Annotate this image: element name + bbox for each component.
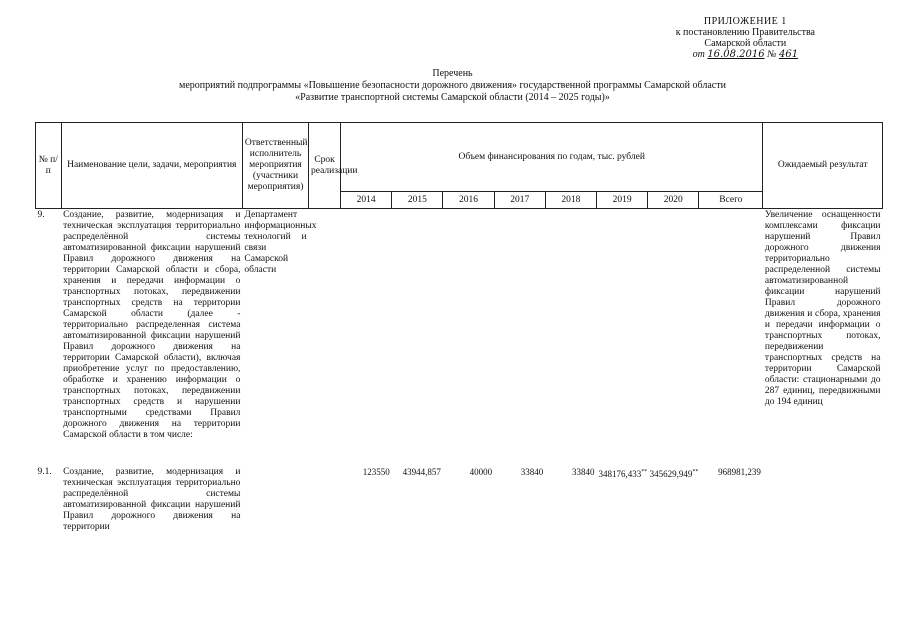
number-prefix: № [767,49,777,60]
table-row [36,466,883,534]
measures-table [35,122,883,534]
header-year-2020: 2020 [648,192,699,209]
row-value-empty [648,209,699,443]
value-2017 [494,466,545,534]
appendix-line3: Самарской области [704,38,787,49]
value-text: 345629,949 [649,469,693,479]
appendix-title: ПРИЛОЖЕНИЕ 1 [703,16,787,27]
header-year-2014: 2014 [341,192,392,209]
heading-program: «Развитие транспортной системы Самарской области (2014 – 2025 годы)» [295,92,610,103]
header-no: № п/п [36,123,62,209]
header-year-2016: 2016 [443,192,494,209]
date-prefix: от [692,49,705,60]
value-text: 348176,433 [598,469,642,479]
header-result: Ожидаемый результат [763,123,883,209]
row-value-empty [494,209,545,443]
value-text: 43944,857 [402,467,441,477]
value-text: 123550 [362,467,390,477]
row-result: Увеличение оснащенности комплексами фиксации нарушений Правил дорожного движения территориально распределенной системы автоматизированной фиксации нарушений Правил дорожного движения и сбора, хранения и передачи информации о транспортных потоках, передвижении транспортных средств на территории Самарской области: стационарными до 287 единиц, передвижными до 194 единиц [764,210,881,407]
value-2015 [392,466,443,534]
value-text: 968981,239 [718,467,761,477]
header-year-2017: 2017 [494,192,545,209]
value-total [699,466,763,534]
row-value-empty [443,209,494,443]
value-2016 [443,466,494,534]
number-value: 461 [779,49,799,60]
row-term [309,466,341,534]
row-value-empty [596,209,647,443]
appendix-block [676,16,815,60]
header-term: Срок реализации [309,123,341,209]
value-2018 [545,466,596,534]
row-value-empty [699,209,763,443]
value-text: 40000 [469,467,493,477]
table-row-spacer [36,442,883,466]
row-number: 9.1. [37,467,52,477]
appendix-line2: к постановлению Правительства [675,27,815,38]
document-heading [0,68,905,104]
heading-subtitle: мероприятий подпрограммы «Повышение безопасности дорожного движения» государственной программы Самарской области [179,80,726,91]
appendix-date-line [676,49,815,60]
row-responsible [242,466,308,534]
value-2019 [596,466,647,534]
header-financing: Объем финансирования по годам, тыс. рублей [341,123,763,192]
value-text: 33840 [520,467,544,477]
spacer-cell [36,442,883,466]
row-name: Создание, развитие, модернизация и техническая эксплуатация территориально распределённой системы автоматизированной фиксации нарушений Правил дорожного движения на территории [63,467,241,532]
value-2020 [648,466,699,534]
header-responsible: Ответственный исполнитель мероприятия (участники мероприятия) [242,123,308,209]
row-name: Создание, развитие, модернизация и техническая эксплуатация территориально распределённой системы автоматизированной фиксации нарушений Правил дорожного движения на территории Самарской области и сбора, хранения и передачи информации о транспортных потоках, передвижении транспортных средств на территории Самарской области (далее - территориально распределенная система автоматизированной фиксации нарушений Правил дорожного движения на территории Самарской области), включая приобретение услуг по предоставлению, обработке и хранению информации о транспортных потоках, передвижении транспортных средств и нарушении транспортными средствами Правил дорожного движения на территории Самарской области в том числе: [63,210,241,440]
header-name: Наименование цели, задачи, мероприятия [61,123,242,209]
row-value-empty [392,209,443,443]
row-responsible: Департамент информационных технологий и связи Самарской области [244,210,317,275]
heading-title: Перечень [432,68,473,79]
value-2014 [341,466,392,534]
footnote-mark: ** [692,469,699,475]
header-total: Всего [699,192,763,209]
header-year-2019: 2019 [596,192,647,209]
row-result [763,466,883,534]
footnote-mark: ** [641,469,648,475]
value-text: 33840 [571,467,595,477]
row-value-empty [341,209,392,443]
row-number: 9. [37,210,45,220]
row-term [309,209,341,443]
header-year-2015: 2015 [392,192,443,209]
table-row [36,209,883,443]
date-value: 16.08.2016 [707,49,765,60]
header-year-2018: 2018 [545,192,596,209]
row-value-empty [545,209,596,443]
